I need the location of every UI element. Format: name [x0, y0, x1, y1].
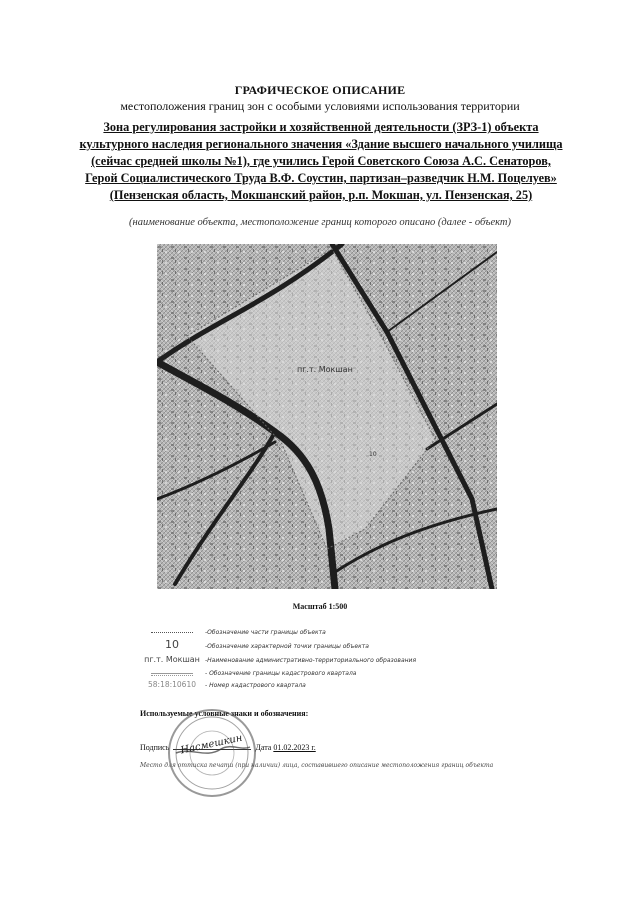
legend-symbol: 10 [165, 638, 179, 651]
stamp-note: Место для оттиска печати (при наличии) лица, составившего описание местоположения границ объекта [140, 762, 494, 769]
settlement-label: пг.т. Мокшан [297, 365, 353, 374]
legend-item [143, 654, 523, 668]
legend-item [143, 679, 523, 693]
stamp-signature: Насмешкин [179, 732, 244, 757]
legend-description: -Обозначение части границы объекта [205, 629, 326, 636]
legend-symbol: 58:18:10610 [148, 680, 196, 689]
legend-description: - Номер кадастрового квартала [205, 682, 306, 689]
legend-description: - Обозначение границы кадастрового квартала [205, 670, 357, 677]
signature-label: Подпись [140, 743, 170, 752]
object-name: Зона регулирования застройки и хозяйственной деятельности (ЗРЗ-1) объекта культурного наследия регионального значения «Здание высшего начального училища (сейчас средней школы №1), где учились Герой Советского Союза А.С. Сенаторов, Герой Социалистического Труда В.Ф. Соустин, партизан–разведчик Н.М. Поцелуев» (Пензенская область, Мокшанский район, р.п. Мокшан, ул. Пензенская, 25) [79, 120, 563, 202]
document-title: ГРАФИЧЕСКОЕ ОПИСАНИЕ [234, 83, 406, 97]
date-label: Дата [255, 743, 272, 752]
date-value: 01.02.2023 г. [273, 743, 316, 752]
map-scale: Масштаб 1:500 [292, 602, 348, 611]
document-subtitle: местоположения границ зон с особыми условиями использования территории [120, 99, 520, 113]
legend-description: -Наименование административно-территориального образования [205, 657, 417, 664]
stamp-seal [166, 707, 258, 799]
used-signs-heading: Используемые условные знаки и обозначения: [140, 709, 309, 718]
cadastral-map [157, 244, 497, 589]
boundary-line-symbol [151, 632, 193, 633]
legend-item [143, 640, 523, 654]
legend-description: -Обозначение характерной точки границы объекта [205, 643, 369, 650]
cadastral-boundary-symbol [151, 673, 193, 676]
object-caption: (наименование объекта, местоположение границ которого описано (далее - объект) [129, 217, 511, 228]
point-label: 10 [369, 451, 377, 458]
legend-symbol: пг.т. Мокшан [144, 655, 200, 664]
